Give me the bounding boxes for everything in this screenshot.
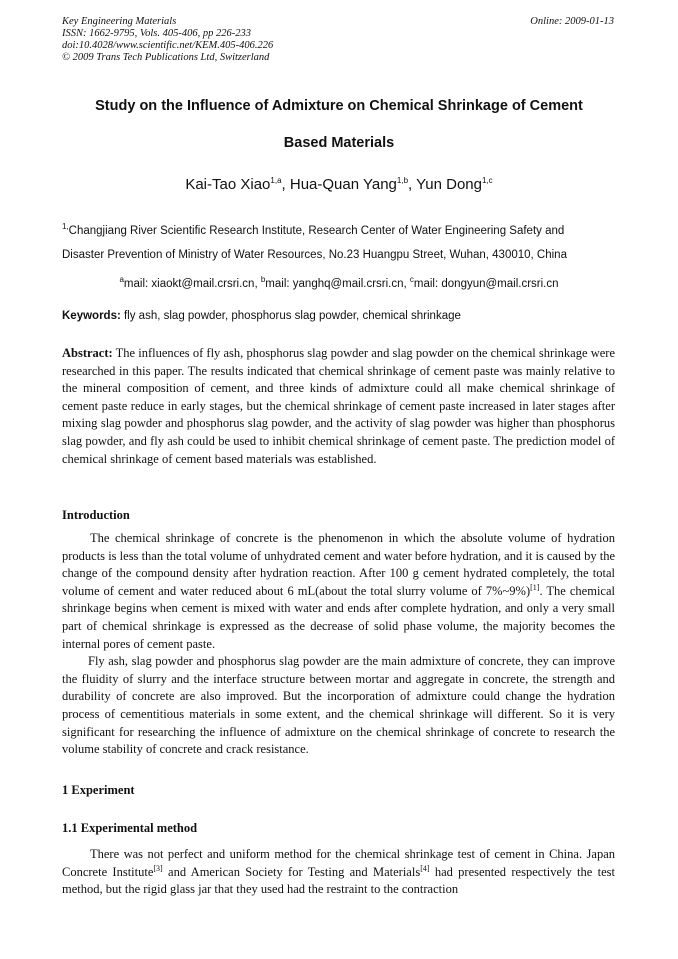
citation[interactable]: [1] <box>530 582 540 592</box>
paragraph-text: had presented respectively the test method, but the rigid glass jar that they used had the restraint to the contraction <box>62 864 615 897</box>
paper-title-line-2: Based Materials <box>283 135 395 151</box>
abstract-label: Abstract: <box>62 346 113 360</box>
introduction-body <box>62 530 615 759</box>
author-separator: , <box>408 176 417 193</box>
email-address[interactable]: mail: dongyun@mail.crsri.cn <box>413 277 559 290</box>
abstract <box>62 345 615 468</box>
paragraph-text: There was not perfect and uniform method for the chemical shrinkage test of cement in China. Japan Concrete Institute <box>62 847 615 879</box>
email-mark: c <box>409 275 414 284</box>
paragraph-text: The chemical shrinkage of concrete is the phenomenon in which the absolute volume of hydration products is less than the total volume of unhydrated cement and water before hydration, and it is caused by the change of the compound density after hydration reaction. After 100 g cement hydrated completely, the total volume of cement and water reduced about 6 mL(about the total slurry volume of 7%~9%) <box>62 531 615 598</box>
journal-doi[interactable]: doi:10.4028/www.scientific.net/KEM.405-406.226 <box>62 40 274 51</box>
affiliation-line-1 <box>62 222 617 237</box>
journal-issn: ISSN: 1662-9795, Vols. 405-406, pp 226-233 <box>62 28 251 39</box>
email-mark: b <box>260 275 266 284</box>
keywords-text: fly ash, slag powder, phosphorus slag powder, chemical shrinkage <box>120 310 461 322</box>
citation[interactable]: [4] <box>420 863 430 873</box>
email-list <box>40 275 638 290</box>
author-separator: , <box>281 176 290 193</box>
paragraph-text: and American Society for Testing and Materials <box>162 864 421 879</box>
section-heading-experiment: 1 Experiment <box>62 783 135 797</box>
email-mark: a <box>119 275 124 284</box>
author-name: Yun Dong <box>416 176 482 193</box>
email-address[interactable]: mail: yanghq@mail.crsri.cn, <box>265 277 410 290</box>
author-affiliation-mark: 1,b <box>396 176 409 185</box>
author-name: Kai-Tao Xiao <box>185 176 271 193</box>
section-heading-introduction: Introduction <box>62 508 130 522</box>
paragraph-text: . The chemical shrinkage begins when cement is mixed with water and ends after complete hydration, and only a very small part of chemical shrinkage is expressed as the decrease of solid phase volume, the majority becomes the internal pores of cement paste. <box>62 583 615 651</box>
abstract-text: The influences of fly ash, phosphorus slag powder and slag powder on the chemical shrinkage were researched in this paper. The results indicated that chemical shrinkage of cement paste was mainly relative to the mineral composition of cement, and three kinds of admixture could all make chemical shrinkage of cement paste reduce in early stages, but the chemical shrinkage of cement paste increased in later stages after mixing slag powder and phosphorus slag powder, and the activity of slag powder was higher than phosphorus slag powder, and fly ash could be used to inhibit chemical shrinkage of cement paste. The prediction model of chemical shrinkage of cement based materials was established. <box>62 346 615 466</box>
author-affiliation-mark: 1,a <box>270 176 282 185</box>
paragraph <box>62 530 615 653</box>
paper-title-line-1: Study on the Influence of Admixture on Chemical Shrinkage of Cement <box>95 98 583 114</box>
affiliation-text: Changjiang River Scientific Research Institute, Research Center of Water Engineering Safety and <box>68 224 565 237</box>
affiliation-line-2: Disaster Prevention of Ministry of Water Resources, No.23 Huangpu Street, Wuhan, 430010, China <box>62 249 567 261</box>
author-list <box>40 176 638 193</box>
author-name: Hua-Quan Yang <box>289 176 397 193</box>
keywords-label: Keywords: <box>62 310 121 322</box>
experiment-body <box>62 846 615 899</box>
paragraph <box>62 846 615 899</box>
affiliation-mark: 1, <box>62 222 69 231</box>
keywords <box>62 310 617 322</box>
citation[interactable]: [3] <box>153 863 163 873</box>
journal-header <box>62 16 273 64</box>
journal-name: Key Engineering Materials <box>62 16 177 27</box>
journal-copyright: © 2009 Trans Tech Publications Ltd, Switzerland <box>62 52 270 63</box>
online-date: Online: 2009-01-13 <box>530 16 614 27</box>
paragraph: Fly ash, slag powder and phosphorus slag powder are the main admixture of concrete, they can improve the fluidity of slurry and the interface structure between mortar and aggregate in concrete, the strength and durability of concrete are also improved. But the incorporation of admixture could change the hydration process of cementitious materials in some extent, and the chemical shrinkage will different. So it is very significant for researching the influence of admixture on the chemical shrinkage of concrete to research the volume stability of concrete and crack resistance. <box>62 654 615 757</box>
email-address[interactable]: mail: xiaokt@mail.crsri.cn, <box>123 277 261 290</box>
subsection-heading-experimental-method: 1.1 Experimental method <box>62 821 198 835</box>
author-affiliation-mark: 1,c <box>481 176 493 185</box>
